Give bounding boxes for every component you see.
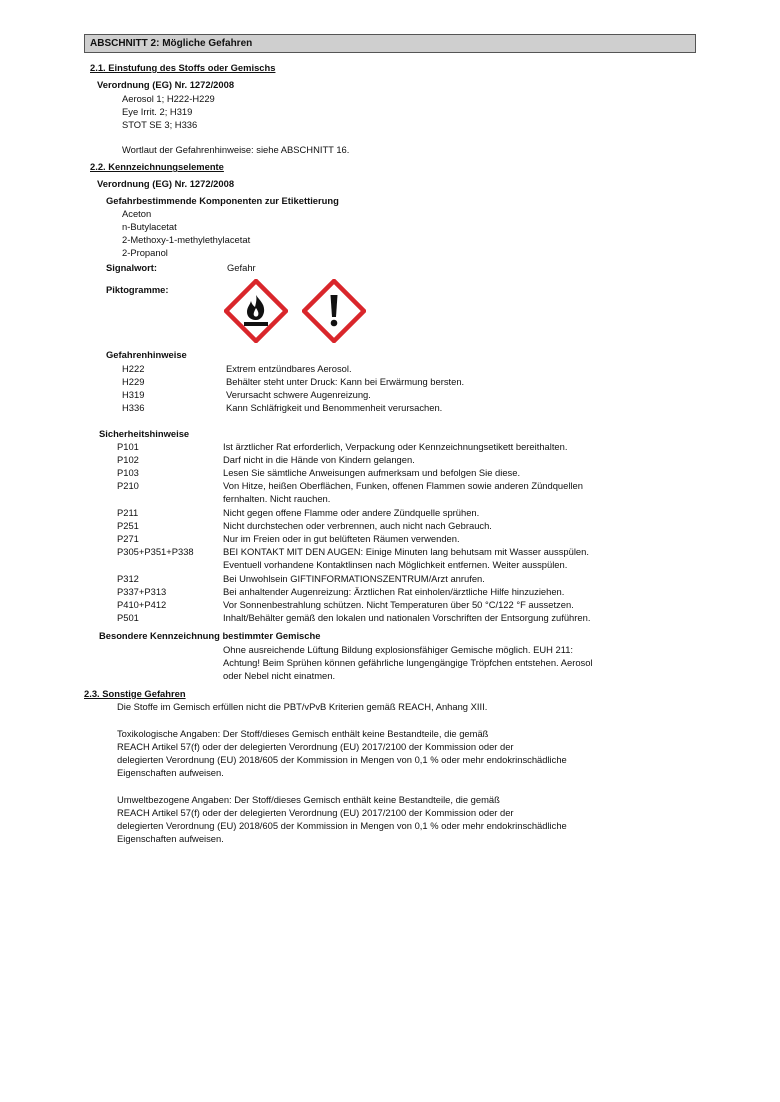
precaution-code: P251: [117, 520, 139, 531]
precaution-text: Bei anhaltender Augenreizung: Ärztlichen Rat einholen/ärztliche Hilfe hinzuziehen.: [223, 586, 565, 597]
precaution-text: Eventuell vorhandene Kontaktlinsen nach Möglichkeit entfernen. Weiter ausspülen.: [223, 559, 568, 570]
paragraph-line: Umweltbezogene Angaben: Der Stoff/dieses Gemisch enthält keine Bestandteile, die gemäß: [117, 794, 500, 805]
heading-2-2: 2.2. Kennzeichnungselemente: [90, 161, 224, 172]
special-labelling-line: oder Nebel nicht einatmen.: [223, 670, 336, 681]
precaution-code: P501: [117, 612, 139, 623]
regulation-2-1: Verordnung (EG) Nr. 1272/2008: [97, 79, 235, 90]
classification-item: Eye Irrit. 2; H319: [122, 106, 193, 117]
regulation-2-2: Verordnung (EG) Nr. 1272/2008: [97, 178, 235, 189]
component-item: Aceton: [122, 208, 152, 219]
hazard-statements-heading: Gefahrenhinweise: [106, 349, 187, 360]
component-item: 2-Methoxy-1-methylethylacetat: [122, 234, 251, 245]
hazard-text: Behälter steht unter Druck: Kann bei Erwärmung bersten.: [226, 376, 465, 387]
paragraph-line: REACH Artikel 57(f) oder der delegierten Verordnung (EU) 2017/2100 der Kommission oder der: [117, 741, 514, 752]
precaution-code: P103: [117, 467, 139, 478]
precautionary-statements-heading: Sicherheitshinweise: [99, 428, 190, 439]
components-heading: Gefahrbestimmende Komponenten zur Etikettierung: [106, 195, 339, 206]
precaution-text: Lesen Sie sämtliche Anweisungen aufmerksam und befolgen Sie diese.: [223, 467, 521, 478]
precaution-code: P210: [117, 480, 139, 491]
special-labelling-line: Ohne ausreichende Lüftung Bildung explosionsfähiger Gemische möglich. EUH 211:: [223, 644, 574, 655]
precaution-text: Darf nicht in die Hände von Kindern gelangen.: [223, 454, 415, 465]
precaution-text: Inhalt/Behälter gemäß den lokalen und nationalen Vorschriften der Entsorgung zuführen.: [223, 612, 591, 623]
pbt-statement: Die Stoffe im Gemisch erfüllen nicht die PBT/vPvB Kriterien gemäß REACH, Anhang XIII.: [117, 701, 488, 712]
heading-2-3: 2.3. Sonstige Gefahren: [84, 688, 186, 699]
precaution-code: P312: [117, 573, 139, 584]
special-labelling-line: Achtung! Beim Sprühen können gefährliche lungengängige Tröpfchen entstehen. Aerosol: [223, 657, 593, 668]
paragraph-line: delegierten Verordnung (EU) 2018/605 der Kommission in Mengen von 0,1 % oder mehr endokrinschädliche: [117, 754, 567, 765]
hazard-code: H222: [122, 363, 145, 374]
classification-item: Aerosol 1; H222-H229: [122, 93, 215, 104]
section-header-bar: [84, 34, 696, 53]
precaution-code: P211: [117, 507, 139, 518]
precaution-code: P101: [117, 441, 139, 452]
hazard-text: Extrem entzündbares Aerosol.: [226, 363, 352, 374]
signal-word-value: Gefahr: [227, 262, 256, 273]
paragraph-line: REACH Artikel 57(f) oder der delegierten Verordnung (EU) 2017/2100 der Kommission oder der: [117, 807, 514, 818]
hazard-wording-note: Wortlaut der Gefahrenhinweise: siehe ABSCHNITT 16.: [122, 144, 350, 155]
pictograms-label: Piktogramme:: [106, 284, 169, 295]
precaution-text: Vor Sonnenbestrahlung schützen. Nicht Temperaturen über 50 °C/122 °F aussetzen.: [223, 599, 574, 610]
paragraph-line: Toxikologische Angaben: Der Stoff/dieses Gemisch enthält keine Bestandteile, die gemäß: [117, 728, 489, 739]
signal-word-label: Signalwort:: [106, 262, 158, 273]
precaution-code: P305+P351+P338: [117, 546, 194, 557]
hazard-code: H336: [122, 402, 145, 413]
paragraph-line: delegierten Verordnung (EU) 2018/605 der Kommission in Mengen von 0,1 % oder mehr endokrinschädliche: [117, 820, 567, 831]
hazard-code: H319: [122, 389, 145, 400]
precaution-code: P337+P313: [117, 586, 167, 597]
component-item: 2-Propanol: [122, 247, 168, 258]
precaution-text: BEI KONTAKT MIT DEN AUGEN: Einige Minuten lang behutsam mit Wasser ausspülen.: [223, 546, 589, 557]
precaution-text: Nur im Freien oder in gut belüfteten Räumen verwenden.: [223, 533, 460, 544]
hazard-text: Kann Schläfrigkeit und Benommenheit verursachen.: [226, 402, 443, 413]
section-title: ABSCHNITT 2: Mögliche Gefahren: [90, 38, 253, 49]
paragraph-line: Eigenschaften aufweisen.: [117, 767, 224, 778]
precaution-code: P410+P412: [117, 599, 167, 610]
special-labelling-heading: Besondere Kennzeichnung bestimmter Gemische: [99, 630, 321, 641]
precaution-code: P102: [117, 454, 139, 465]
precaution-text: Nicht gegen offene Flamme oder andere Zündquelle sprühen.: [223, 507, 480, 518]
hazard-code: H229: [122, 376, 145, 387]
precaution-text: Bei Unwohlsein GIFTINFORMATIONSZENTRUM/Arzt anrufen.: [223, 573, 485, 584]
precaution-code: P271: [117, 533, 139, 544]
hazard-text: Verursacht schwere Augenreizung.: [226, 389, 371, 400]
paragraph-line: Eigenschaften aufweisen.: [117, 833, 224, 844]
precaution-text: fernhalten. Nicht rauchen.: [223, 493, 331, 504]
heading-2-1: 2.1. Einstufung des Stoffs oder Gemischs: [90, 62, 276, 73]
classification-item: STOT SE 3; H336: [122, 119, 198, 130]
component-item: n-Butylacetat: [122, 221, 177, 232]
precaution-text: Nicht durchstechen oder verbrennen, auch nicht nach Gebrauch.: [223, 520, 492, 531]
flame-pictogram-icon: [224, 279, 288, 343]
precaution-text: Ist ärztlicher Rat erforderlich, Verpackung oder Kennzeichnungsetikett bereithalten.: [223, 441, 568, 452]
exclamation-pictogram-icon: [302, 279, 366, 343]
precaution-text: Von Hitze, heißen Oberflächen, Funken, offenen Flammen sowie anderen Zündquellen: [223, 480, 583, 491]
